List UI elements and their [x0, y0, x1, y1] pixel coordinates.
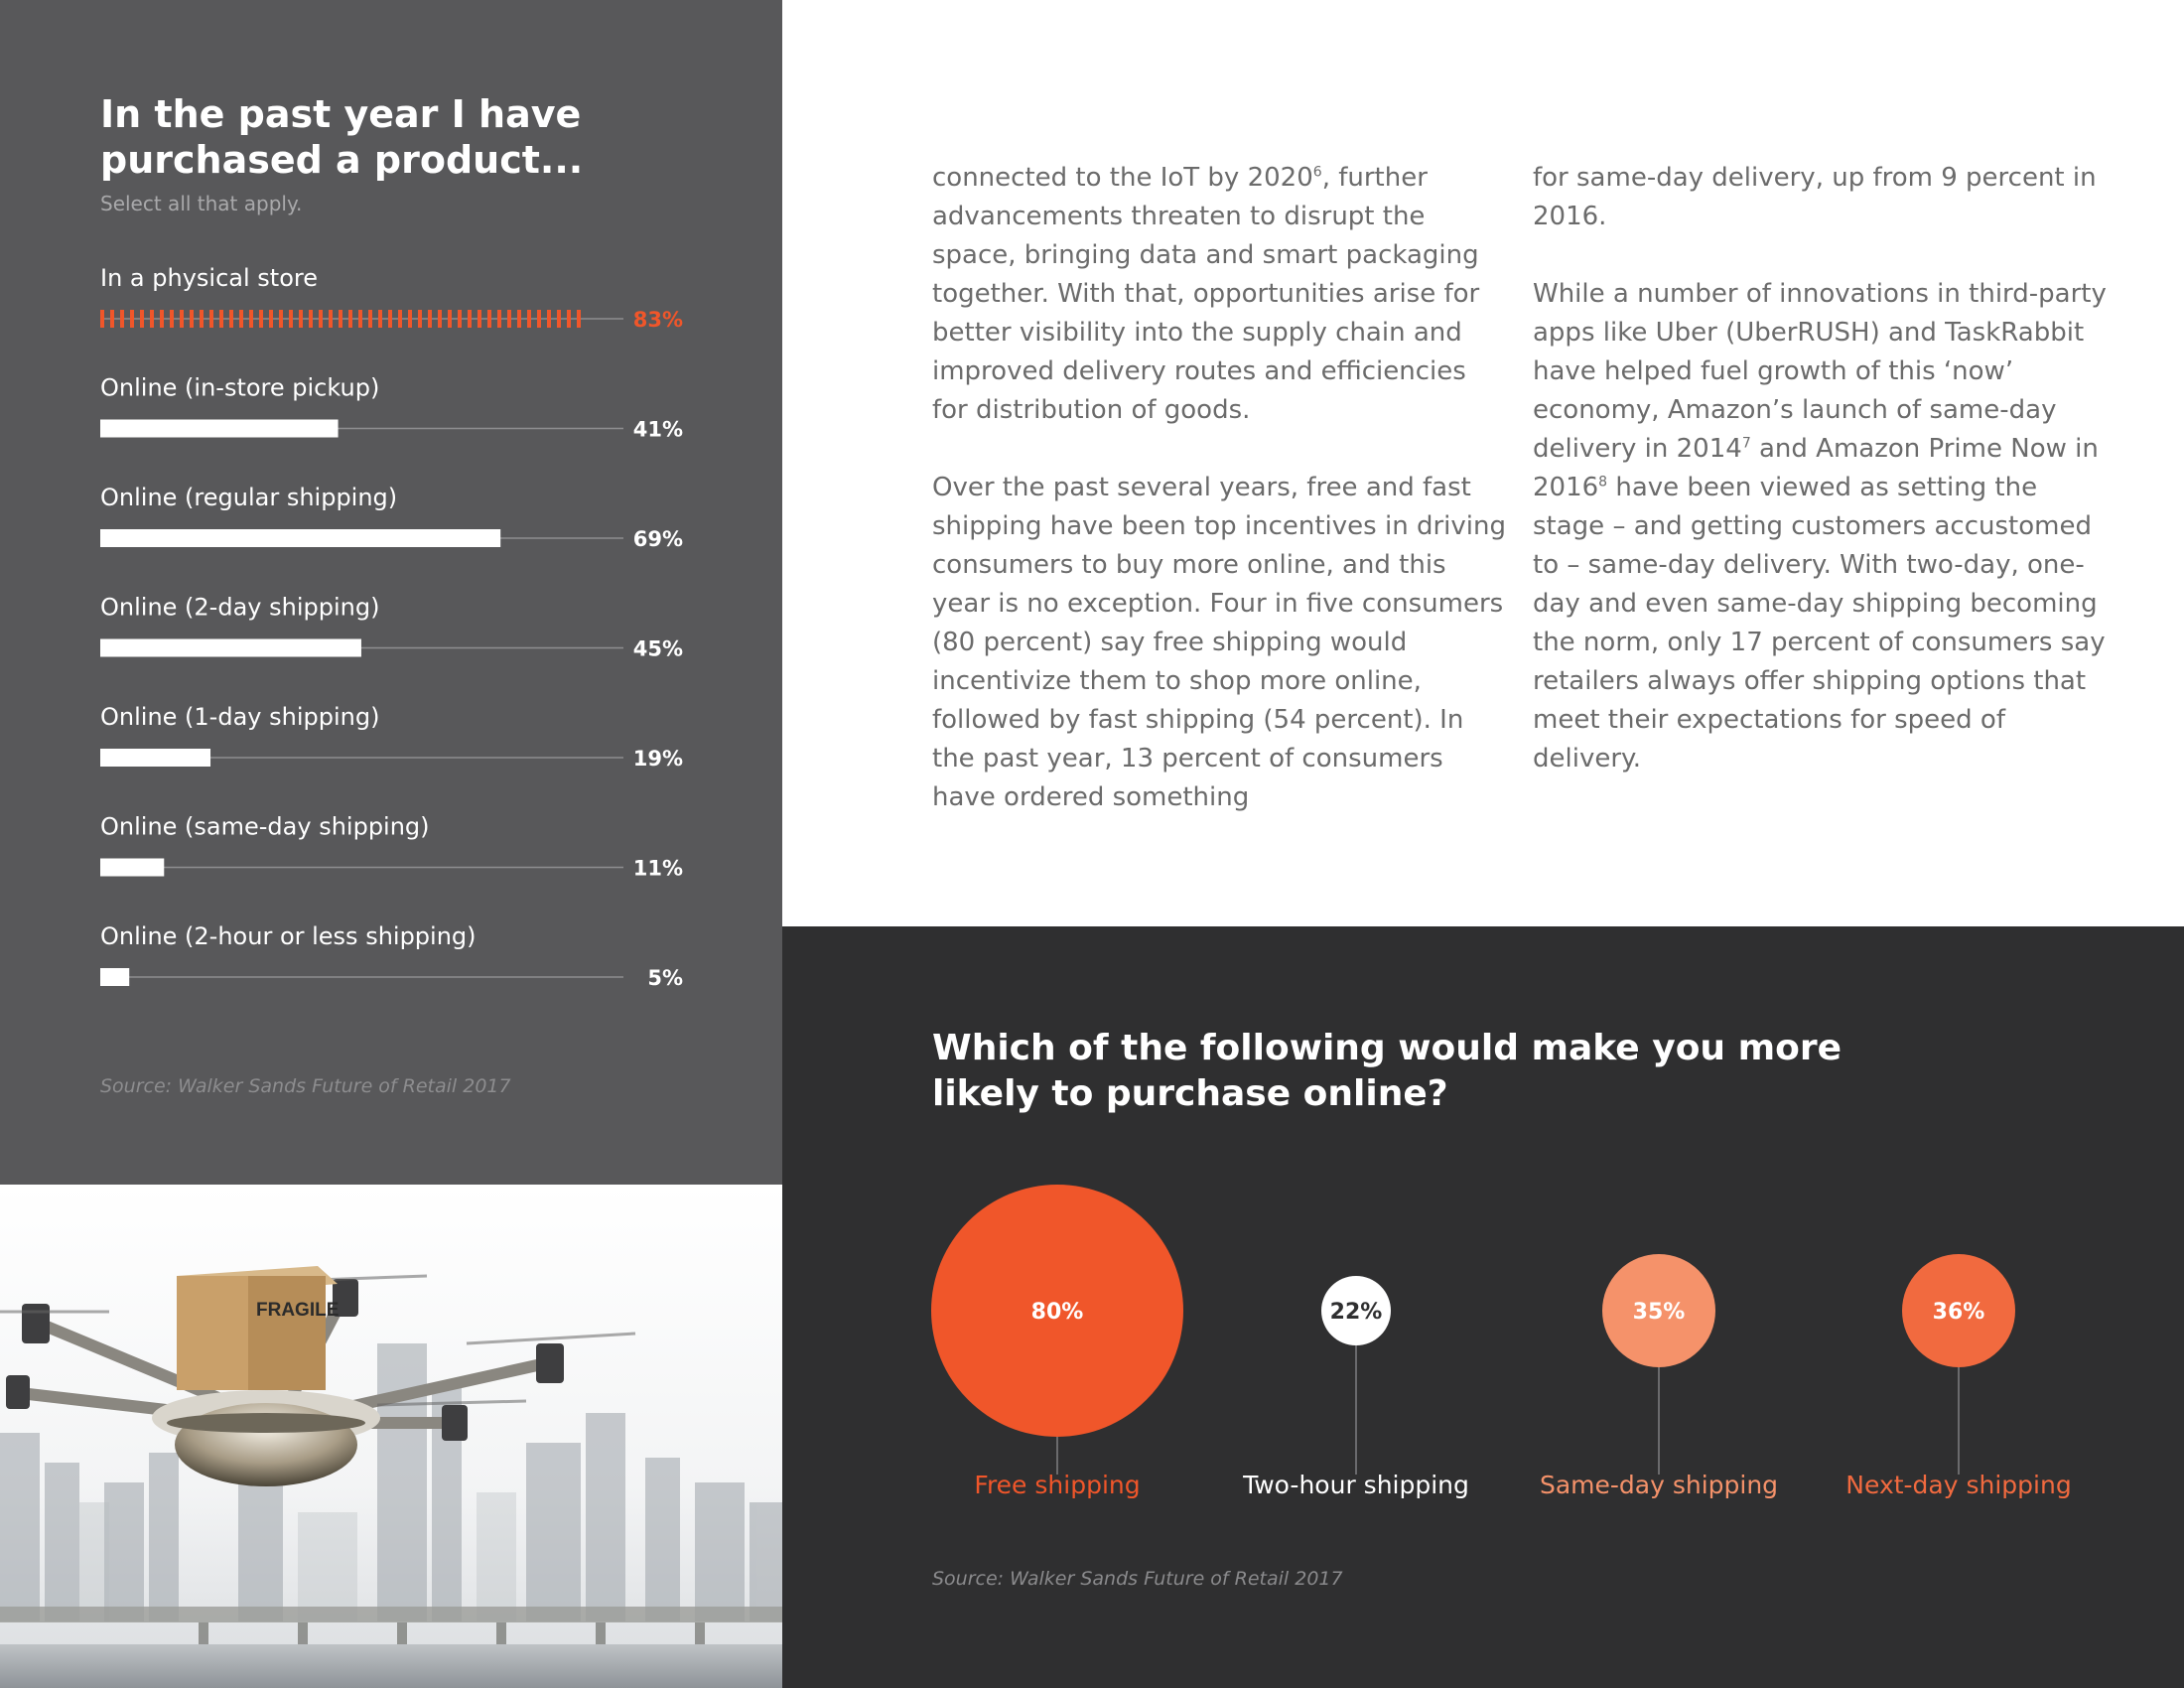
paragraph: for same-day delivery, up from 9 percent in 2016.	[1533, 163, 2097, 231]
bar-value-label: 19%	[632, 747, 683, 771]
fragile-label: FRAGILE	[256, 1300, 340, 1321]
bar-category-label: Online (1-day shipping)	[100, 703, 380, 731]
bar-value-label: 41%	[632, 417, 683, 442]
bar-value-label: 69%	[632, 527, 683, 551]
bubble-category-label: Next-day shipping	[1845, 1471, 2072, 1499]
incentive-panel	[782, 926, 2184, 1688]
paragraph: While a number of innovations in third-party apps like Uber (UberRUSH) and TaskRabbit have helped fuel growth of this ‘now’ economy, Amazon’s launch of same-day delivery in 2014$^7$ and Amazon Prime Now in 2016$^8$ have been viewed as setting the stage – and getting customers accustomed to – same-day delivery. With two-day, one-day and even same-day shipping becoming the norm, only 17 percent of consumers say retailers always offer shipping options that meet their expectations for speed of delivery.	[1533, 279, 2107, 774]
bubble-value-label: 35%	[1632, 1300, 1686, 1325]
bar-value-label: 5%	[647, 966, 683, 990]
bar	[100, 310, 581, 328]
paragraph: connected to the IoT by 2020$^6$, further advancements threaten to disrupt the space, bringing data and smart packaging together. With that, opportunities arise for better visibility into the supply chain and improved delivery routes and efficiencies for distribution of goods.	[932, 163, 1480, 425]
bubble-chart-source: Source: Walker Sands Future of Retail 2017	[932, 1568, 1343, 1590]
bar-value-label: 83%	[632, 308, 683, 332]
bar-category-label: Online (2-day shipping)	[100, 593, 380, 622]
bubble-value-label: 36%	[1932, 1300, 1985, 1325]
bubble-category-label: Two-hour shipping	[1243, 1471, 1469, 1499]
bar	[100, 639, 361, 657]
bar	[100, 968, 129, 986]
bar	[100, 529, 500, 547]
purchase-bar-chart	[0, 0, 782, 1185]
bar-value-label: 11%	[632, 856, 683, 881]
bar-category-label: Online (regular shipping)	[100, 484, 398, 511]
bubble-value-label: 80%	[1030, 1300, 1084, 1325]
bubble-chart-title: Which of the following would make you more likely to purchase online?	[932, 1028, 1842, 1114]
article-column-left	[932, 159, 1508, 856]
bar	[100, 859, 164, 877]
chart-title: In the past year I have purchased a product...	[100, 92, 584, 182]
bar	[100, 420, 339, 438]
bubble-category-label: Same-day shipping	[1539, 1471, 1779, 1499]
bar-value-label: 45%	[632, 636, 683, 661]
drone-delivery-photo	[0, 1185, 782, 1688]
chart-source: Source: Walker Sands Future of Retail 2017	[100, 1075, 511, 1097]
bar-category-label: Online (same-day shipping)	[100, 812, 430, 841]
survey-panel	[0, 0, 782, 1185]
bubble-value-label: 22%	[1329, 1300, 1383, 1325]
article-column-right	[1533, 159, 2109, 817]
bar-category-label: Online (2-hour or less shipping)	[100, 922, 477, 950]
bar	[100, 749, 210, 767]
bubble-category-label: Free shipping	[974, 1471, 1141, 1499]
bar-category-label: In a physical store	[100, 264, 318, 292]
paragraph: Over the past several years, free and fast shipping have been top incentives in driving consumers to buy more online, and this year is no exception. Four in five consumers (80 percent) say free shipping would incentivize them to shop more online, followed by fast shipping (54 percent). In the past year, 13 percent of consumers have ordered something	[932, 473, 1506, 812]
package-box	[177, 1266, 339, 1390]
bar-category-label: Online (in-store pickup)	[100, 373, 380, 402]
chart-subtitle: Select all that apply.	[100, 192, 303, 215]
